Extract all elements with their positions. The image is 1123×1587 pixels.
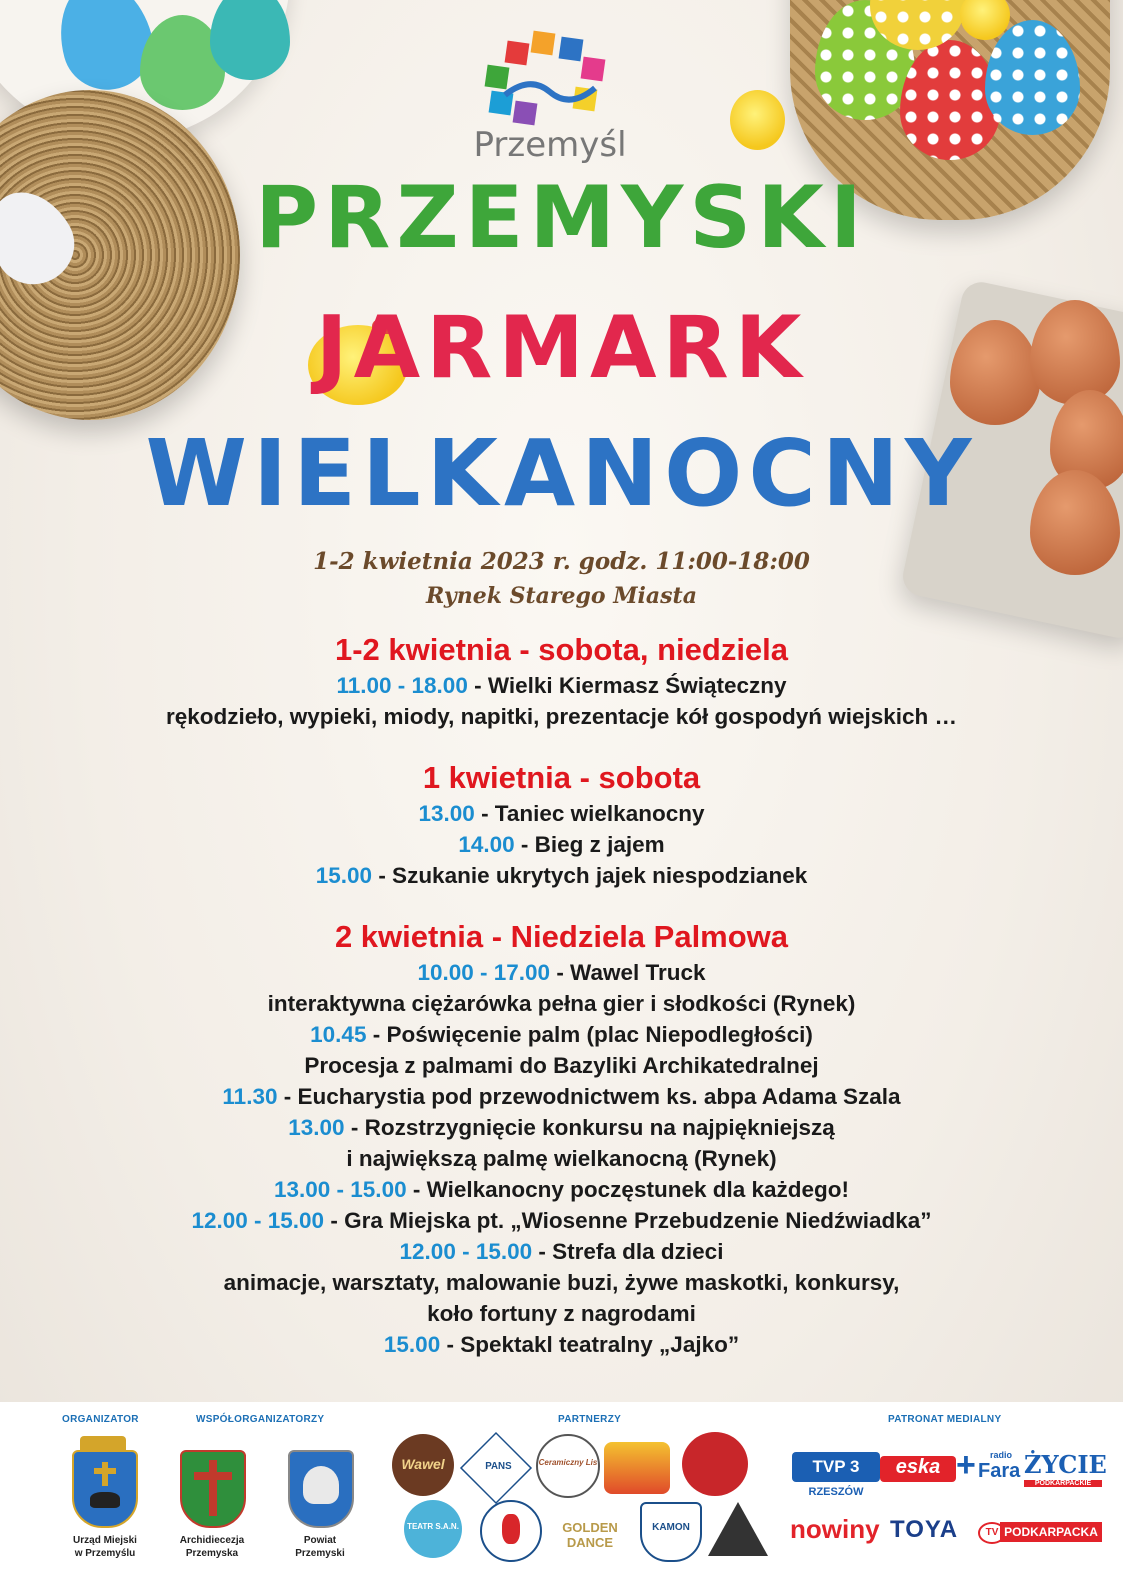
program-text: - Poświęcenie palm (plac Niepodległości) [366,1022,813,1047]
day-heading: 1-2 kwietnia - sobota, niedziela [334,632,789,667]
event-dateline: 1-2 kwietnia 2023 r. godz. 11:00-18:00 [313,548,810,575]
program-time: 10.45 [310,1022,367,1047]
rzeszow-label: RZESZÓW [808,1486,864,1498]
program-line: i największą palmę wielkanocną (Rynek) [346,1146,777,1171]
program-line [0,1112,1123,1143]
ski-club-logo [604,1442,670,1494]
logo-text: Przemyśl [473,125,627,165]
program-line [0,670,1123,701]
partners-label: PARTNERZY [558,1414,622,1425]
archdiocese-crest-icon [180,1450,246,1528]
program-time: 11.00 - 18.00 [336,673,468,698]
powiat-crest-icon [288,1450,354,1528]
program-line [0,1236,1123,1267]
co-organizers-label: WSPÓŁORGANIZATORZY [196,1414,325,1425]
program-time: 12.00 - 15.00 [399,1239,533,1264]
program-line [0,957,1123,988]
program-line [0,1329,1123,1360]
tvp3-logo: TVP 3 [792,1452,880,1482]
program-time: 10.00 - 17.00 [417,960,551,985]
program-text: - Spektakl teatralny „Jajko” [440,1332,740,1357]
wave-icon [500,70,600,110]
eska-logo: eska [880,1456,956,1482]
program-line: Procesja z palmami do Bazyliki Archikatedralnej [304,1053,819,1078]
program-line: animacje, warsztaty, malowanie buzi, żywe maskotki, konkursy, [223,1270,900,1295]
zycie-logo: ŻYCIE [1024,1450,1107,1479]
program-line [0,798,1123,829]
program [0,630,1123,1360]
program-line [0,1205,1123,1236]
media-patronage-label: PATRONAT MEDIALNY [888,1414,1002,1425]
powiat-caption: Powiat Przemyski [295,1535,345,1559]
triangle-logo [708,1502,768,1556]
program-line [0,829,1123,860]
program-line [0,1174,1123,1205]
program-time: 15.00 [315,863,373,888]
program-time: 13.00 [288,1115,345,1140]
title-line-2: JARMARK [315,298,808,398]
day-heading: 1 kwietnia - sobota [422,760,701,795]
przemysl-crest-icon [72,1450,138,1528]
title-line-3: WIELKANOCNY [145,420,978,527]
program-time: 14.00 [458,832,515,857]
golden-dance-logo: GOLDEN DANCE [562,1520,618,1550]
program-time: 12.00 - 15.00 [191,1208,325,1233]
folk-dance-logo [480,1500,542,1562]
sponsors-footer [0,1402,1123,1587]
program-text: - Rozstrzygnięcie konkursu na najpiękniejszą [344,1115,835,1140]
day-heading: 2 kwietnia - Niedziela Palmowa [334,919,789,954]
organizer-caption: Urząd Miejski w Przemyślu [73,1535,137,1559]
program-line: interaktywna ciężarówka pełna gier i słodkości (Rynek) [267,991,856,1016]
program-text: - Wielkanocny poczęstunek dla każdego! [406,1177,849,1202]
chick-decoration [730,90,785,150]
program-line: rękodzieło, wypieki, miody, napitki, prezentacje kół gospodyń wiejskich … [165,704,958,729]
program-text: - Taniec wielkanocny [474,801,705,826]
program-time: 13.00 [418,801,475,826]
program-text: - Wawel Truck [550,960,706,985]
program-text: - Eucharystia pod przewodnictwem ks. abpa Adama Szala [277,1084,901,1109]
program-text: - Szukanie ukrytych jajek niespodzianek [372,863,808,888]
pans-logo: PANS [460,1432,532,1504]
program-text: - Wielki Kiermasz Świąteczny [467,673,787,698]
archdiocese-caption: Archidiecezja Przemyska [179,1535,245,1559]
kamon-logo: KAMON [640,1502,702,1562]
radio-fara-label: radio [990,1450,1013,1460]
organizer-label: ORGANIZATOR [62,1414,139,1425]
radio-fara-logo: Fara [978,1460,1021,1482]
program-text: - Gra Miejska pt. „Wiosenne Przebudzenie Niedźwiadka” [324,1208,932,1233]
title-line-1: PRZEMYSKI [255,168,868,268]
plus-icon: + [956,1446,976,1484]
program-line: koło fortuny z nagrodami [427,1301,696,1326]
program-text: - Bieg z jajem [514,832,665,857]
nowiny-logo: nowiny [790,1514,880,1544]
event-place: Rynek Starego Miasta [426,583,697,609]
school-logo [682,1432,748,1496]
teal-egg-decoration [210,0,290,80]
tv-badge: TV [978,1522,1006,1544]
program-text: - Strefa dla dzieci [532,1239,724,1264]
program-line [0,1081,1123,1112]
program-line [0,1019,1123,1050]
program-time: 15.00 [383,1332,441,1357]
program-time: 11.30 [222,1084,278,1109]
ceramic-fox-logo: Ceramiczny Lis [536,1434,600,1498]
teatr-san-logo: TEATR S.A.N. [404,1500,462,1558]
przemysl-logo [470,30,630,180]
tv-podkarpacka-logo: PODKARPACKA [1000,1522,1102,1542]
toya-logo: TOYA [890,1516,959,1543]
zycie-subtitle: PODKARPACKIE [1024,1480,1102,1487]
program-line [0,860,1123,891]
wawel-logo: Wawel [392,1434,454,1496]
program-time: 13.00 - 15.00 [273,1177,407,1202]
